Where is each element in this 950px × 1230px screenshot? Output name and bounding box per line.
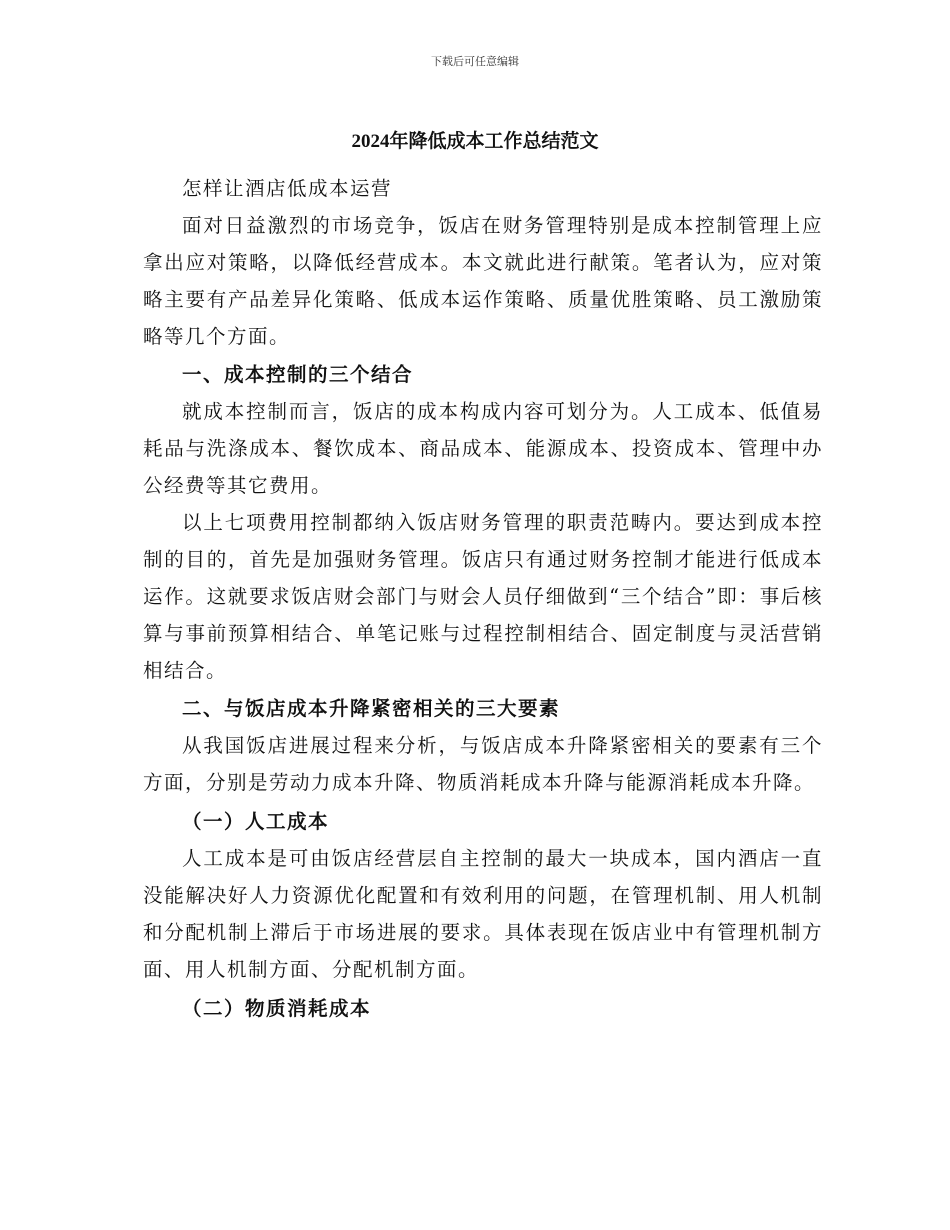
paragraph: 就成本控制而言，饭店的成本构成内容可划分为。人工成本、低值易耗品与洗涤成本、餐饮成本、商品成本、能源成本、投资成本、管理中办公经费等其它费用。 <box>143 400 823 497</box>
paragraph: 人工成本是可由饭店经营层自主控制的最大一块成本，国内酒店一直没能解决好人力资源优化配置和有效利用的问题，在管理机制、用人机制和分配机制上滞后于市场进展的要求。具体表现在饭店业中有管理机制方面、用人机制方面、分配机制方面。 <box>143 847 823 981</box>
paragraph: 以上七项费用控制都纳入饭店财务管理的职责范畴内。要达到成本控制的目的，首先是加强财务管理。饭店只有通过财务控制才能进行低成本运作。这就要求饭店财会部门与财会人员仔细做到“三个结合”即：事后核算与事前预算相结合、单笔记账与过程控制相结合、固定制度与灵活营销相结合。 <box>143 511 823 682</box>
subsection-heading: （二）物质消耗成本 <box>182 997 372 1020</box>
paragraph: 从我国饭店进展过程来分析，与饭店成本升降紧密相关的要素有三个方面，分别是劳动力成本升降、物质消耗成本升降与能源消耗成本升降。 <box>143 734 823 794</box>
intro-line: 怎样让酒店低成本运营 <box>182 177 393 200</box>
paragraph: 面对日益激烈的市场竞争，饭店在财务管理特别是成本控制管理上应拿出应对策略，以降低经营成本。本文就此进行献策。笔者认为，应对策略主要有产品差异化策略、低成本运作策略、质量优胜策略、员工激励策略等几个方面。 <box>143 214 823 348</box>
section-heading: 一、成本控制的三个结合 <box>182 363 414 386</box>
header-note: 下载后可任意编辑 <box>431 55 519 68</box>
subsection-heading: （一）人工成本 <box>182 810 330 833</box>
document-body <box>143 170 823 1027</box>
document-title: 2024年降低成本工作总结范文 <box>351 131 599 152</box>
section-heading: 二、与饭店成本升降紧密相关的三大要素 <box>182 697 561 720</box>
